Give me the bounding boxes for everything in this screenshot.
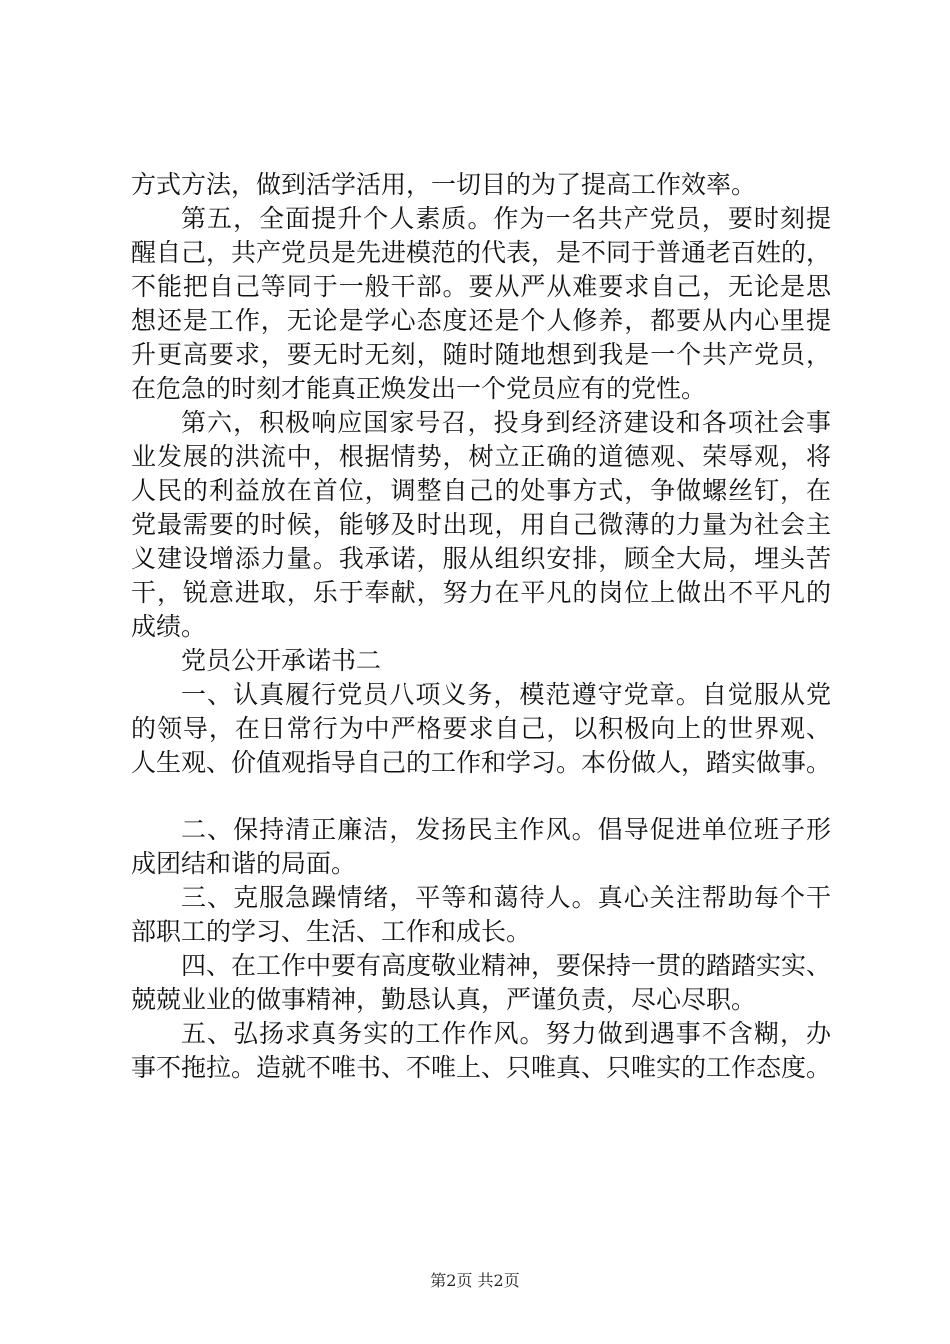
text-line: 兢兢业业的做事精神，勤恳认真，严谨负责，尽心尽职。 xyxy=(131,985,757,1014)
text-line: 不能把自己等同于一般干部。要从严从难要求自己，无论是思 xyxy=(131,272,831,301)
text-line: 义建设增添力量。我承诺，服从组织安排，顾全大局，埋头苦 xyxy=(131,544,831,573)
paragraph-start-item-two: 二、保持清正廉洁，发扬民主作风。倡导促进单位班子形 xyxy=(181,815,831,844)
text-line: 党最需要的时候，能够及时出现，用自己微薄的力量为社会主 xyxy=(131,510,831,539)
text-line: 成团结和谐的局面。 xyxy=(131,849,357,878)
text-line: 在危急的时刻才能真正焕发出一个党员应有的党性。 xyxy=(131,374,707,403)
text-line: 部职工的学习、生活、工作和成长。 xyxy=(131,917,532,946)
text-line: 人生观、价值观指导自己的工作和学习。本份做人，踏实做事。 xyxy=(131,748,832,777)
paragraph-start-fifth: 第五，全面提升个人素质。作为一名共产党员，要时刻提 xyxy=(181,204,831,233)
paragraph-start-item-one: 一、认真履行党员八项义务，模范遵守党章。自觉服从党 xyxy=(181,680,831,709)
paragraph-start-item-five: 五、弘扬求真务实的工作作风。努力做到遇事不含糊，办 xyxy=(181,1019,831,1048)
text-line: 想还是工作，无论是学心态度还是个人修养，都要从内心里提 xyxy=(131,306,831,335)
text-line: 事不拖拉。造就不唯书、不唯上、只唯真、只唯实的工作态度。 xyxy=(131,1053,832,1082)
paragraph-start-item-three: 三、克服急躁情绪，平等和蔼待人。真心关注帮助每个干 xyxy=(181,883,831,912)
text-line: 升更高要求，要无时无刻，随时随地想到我是一个共产党员， xyxy=(131,340,831,369)
document-body xyxy=(131,168,831,1085)
paragraph-gap xyxy=(131,780,831,813)
paragraph-start-item-four: 四、在工作中要有高度敬业精神，要保持一贯的踏踏实实、 xyxy=(181,951,832,980)
section-heading: 党员公开承诺书二 xyxy=(181,646,382,675)
text-line: 业发展的洪流中，根据情势，树立正确的道德观、荣辱观，将 xyxy=(131,442,831,471)
page-number-footer: 第2页 共2页 xyxy=(430,1271,520,1290)
text-line: 的领导，在日常行为中严格要求自己，以积极向上的世界观、 xyxy=(131,714,831,743)
text-line: 成绩。 xyxy=(131,612,207,641)
text-line: 干，锐意进取，乐于奉献，努力在平凡的岗位上做出不平凡的 xyxy=(131,578,831,607)
text-line: 方式方法，做到活学活用，一切目的为了提高工作效率。 xyxy=(131,170,757,199)
text-line: 人民的利益放在首位，调整自己的处事方式，争做螺丝钉，在 xyxy=(131,476,831,505)
text-line: 醒自己，共产党员是先进模范的代表，是不同于普通老百姓的， xyxy=(131,238,832,267)
paragraph-start-sixth: 第六，积极响应国家号召，投身到经济建设和各项社会事 xyxy=(181,408,831,437)
